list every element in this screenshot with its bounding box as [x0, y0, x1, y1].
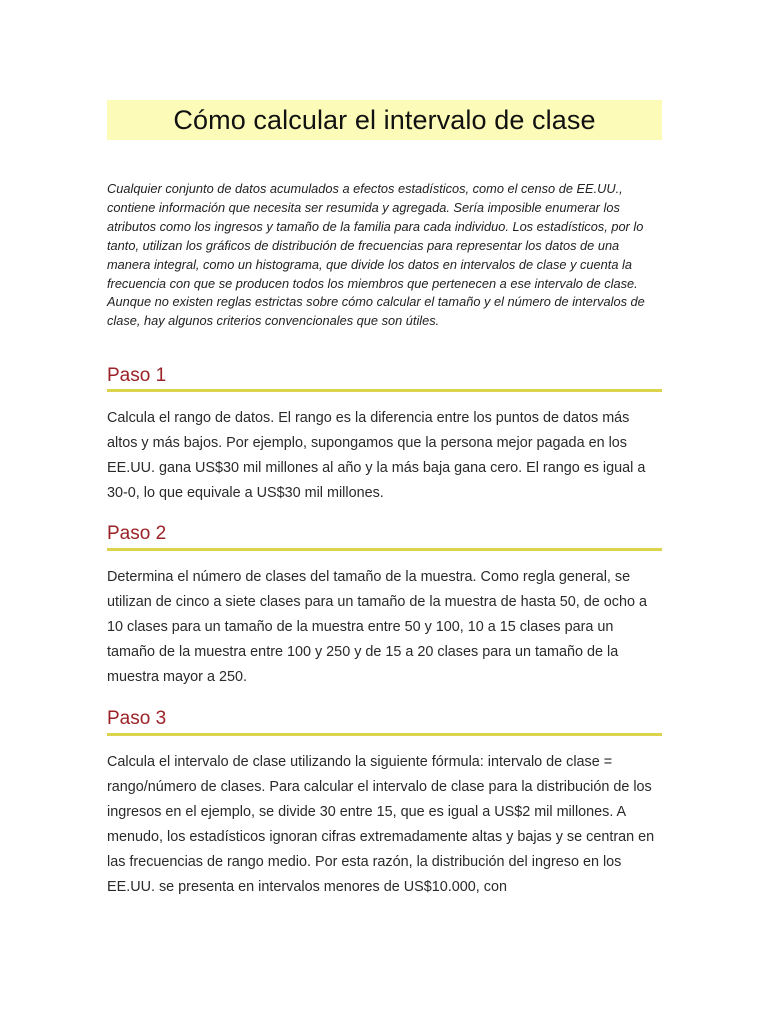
- step-3-divider: [107, 733, 662, 736]
- step-1-body: Calcula el rango de datos. El rango es la diferencia entre los puntos de datos más altos y más bajos. Por ejemplo, supongamos que la persona mejor pagada en los EE.UU. gana US$30 mil millones al año y la más baja gana cero. El rango es igual a 30-0, lo que equivale a US$30 mil millones.: [107, 410, 646, 501]
- step-2-divider: [107, 548, 662, 551]
- step-2-body: Determina el número de clases del tamaño de la muestra. Como regla general, se utilizan de cinco a siete clases para un tamaño de la muestra de hasta 50, de ocho a 10 clases para un tamaño de la muestra entre 50 y 100, 10 a 15 clases para un tamaño de la muestra entre 100 y 250 y de 15 a 20 clases para un tamaño de la muestra mayor a 250.: [107, 569, 647, 685]
- title-banner: [107, 100, 662, 140]
- page-title: Cómo calcular el intervalo de clase: [173, 105, 596, 135]
- step-2-heading: Paso 2: [107, 523, 167, 544]
- step-1-divider: [107, 389, 662, 392]
- step-3-heading: Paso 3: [107, 708, 167, 729]
- step-3-body: Calcula el intervalo de clase utilizando la siguiente fórmula: intervalo de clase = rango/número de clases. Para calcular el intervalo de clase para la distribución de los ingresos en el ejemplo, se divide 30 entre 15, que es igual a US$2 mil millones. A menudo, los estadísticos ignoran cifras extremadamente altas y bajas y se centran en las frecuencias de rango medio. Por esta razón, la distribución del ingreso en los EE.UU. se presenta en intervalos menores de US$10.000, con: [107, 754, 655, 895]
- step-1-heading: Paso 1: [107, 365, 167, 386]
- intro-paragraph: Cualquier conjunto de datos acumulados a efectos estadísticos, como el censo de EE.UU., contiene información que necesita ser resumida y agregada. Sería imposible enumerar los atributos como los ingresos y tamaño de la familia para cada individuo. Los estadísticos, por lo tanto, utilizan los gráficos de distribución de frecuencias para representar los datos de una manera integral, como un histograma, que divide los datos en intervalos de clase y cuenta la frecuencia con que se producen todos los miembros que pertenecen a ese intervalo de clase. Aunque no existen reglas estrictas sobre cómo calcular el tamaño y el número de intervalos de clase, hay algunos criterios convencionales que son útiles.: [107, 181, 645, 329]
